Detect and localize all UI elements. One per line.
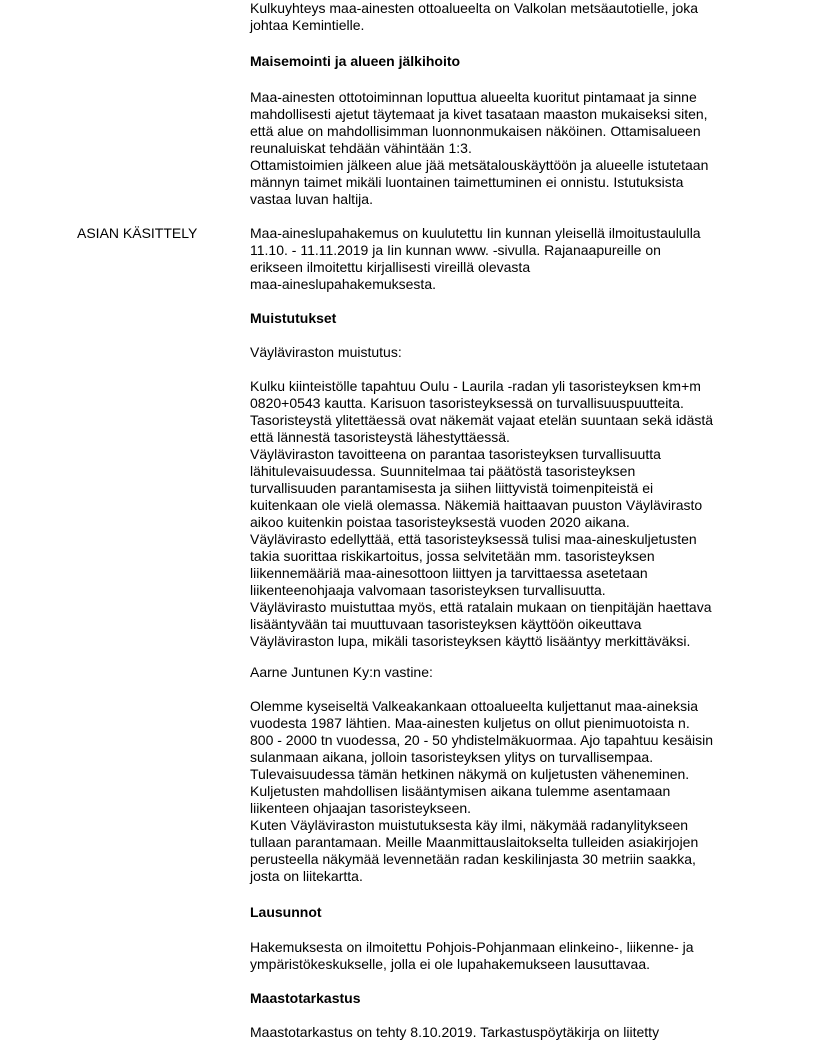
intro-paragraph: Kulkuyhteys maa-ainesten ottoalueelta on Valkolan metsäautotielle, joka johtaa Kemintielle. [250,0,699,33]
inspection-heading: Maastotarkastus [250,990,361,1006]
statements-paragraph: Hakemuksesta on ilmoitettu Pohjois-Pohjanmaan elinkeino-, liikenne- ja ympäristökeskukselle, jolla ei ole lupahakemukseen lausuttavaa. [250,939,694,972]
processing-paragraph: Maa-aineslupahakemus on kuulutettu Iin kunnan yleisellä ilmoitustaululla 11.10. - 11.11.2019 ja Iin kunnan www. -sivulla. Rajanaapureille on erikseen ilmoitettu kirjallisesti vireillä olevasta maa-aineslupahakemuksesta. [250,225,701,292]
objections-heading: Muistutukset [250,310,337,326]
processing-side-label: ASIAN KÄSITTELY [77,225,198,241]
vayla-objection-title: Väyläviraston muistutus: [250,344,402,360]
response-text: Olemme kyseiseltä Valkeakankaan ottoalueelta kuljettanut maa-aineksia vuodesta 1987 lähtien. Maa-ainesten kuljetus on ollut pienimuotoista n. 800 - 2000 tn vuodessa, 20 - 50 yhdistelmäkuormaa. Ajo tapahtuu kesäisin sulanmaan aikana, jolloin tasoristeyksen ylitys on turvallisempaa. Tulevaisuudessa tämän hetkinen näkymä on kuljetusten väheneminen. Kuljetusten mahdollisen lisääntymisen aikana tulemme asentamaan liikenteen ohjaajan tasoristeykseen. Kuten Väyläviraston muistutuksesta käy ilmi, näkymää radanylitykseen tullaan parantamaan. Meille Maanmittauslaitokselta tulleiden asiakirjojen perusteella näkymää levennetään radan keskilinjasta 30 metriin saakka, josta on liitekartta. [250,698,714,884]
response-title: Aarne Juntunen Ky:n vastine: [250,664,433,680]
vayla-objection-text: Kulku kiinteistölle tapahtuu Oulu - Laurila -radan yli tasoristeyksen km+m 0820+0543 kautta. Karisuon tasoristeyksessä on turvallisuuspuutteita. Tasoristeystä ylitettäessä ovat näkemät vajaat etelän suuntaan sekä idästä että lännestä tasoristeystä lähestyttäessä. Väyläviraston tavoitteena on parantaa tasoristeyksen turvallisuutta lähitulevaisuudessa. Suunnitelmaa tai päätöstä tasoristeyksen turvallisuuden parantamisesta ja siihen liittyvistä toimenpiteistä ei kuitenkaan ole vielä olemassa. Näkemiä haittaavan puuston Väylävirasto aikoo kuitenkin poistaa tasoristeyksestä vuoden 2020 aikana. Väylävirasto edellyttää, että tasoristeyksessä tulisi maa-aineskuljetusten takia suorittaa riskikartoitus, jossa selvitetään mm. tasoristeyksen liikennemääriä maa-ainesottoon liittyen ja tarvittaessa asetetaan liikenteenohjaaja valvomaan tasoristeyksen turvallisuutta. Väylävirasto muistuttaa myös, että ratalain mukaan on tienpitäjän haettava lisääntyvään tai muuttuvaan tasoristeyksen käyttöön oikeuttava Väyläviraston lupa, mikäli tasoristeyksen käyttö lisääntyy merkittäväksi. [250,378,714,649]
inspection-paragraph: Maastotarkastus on tehty 8.10.2019. Tarkastuspöytäkirja on liitetty [250,1024,660,1040]
statements-heading: Lausunnot [250,904,322,920]
landscaping-heading: Maisemointi ja alueen jälkihoito [250,53,461,69]
landscaping-paragraph: Maa-ainesten ottotoiminnan loputtua alueelta kuoritut pintamaat ja sinne mahdollisesti ajetut täytemaat ja kivet tasataan maaston mukaiseksi siten, että alue on mahdollisimman luonnonmukaisen näköinen. Ottamisalueen reunaluiskat tehdään vähintään 1:3. Ottamistoimien jälkeen alue jää metsätalouskäyttöön ja alueelle istutetaan männyn taimet mikäli luontainen taimettuminen ei onnistu. Istutuksista vastaa luvan haltija. [250,89,709,207]
